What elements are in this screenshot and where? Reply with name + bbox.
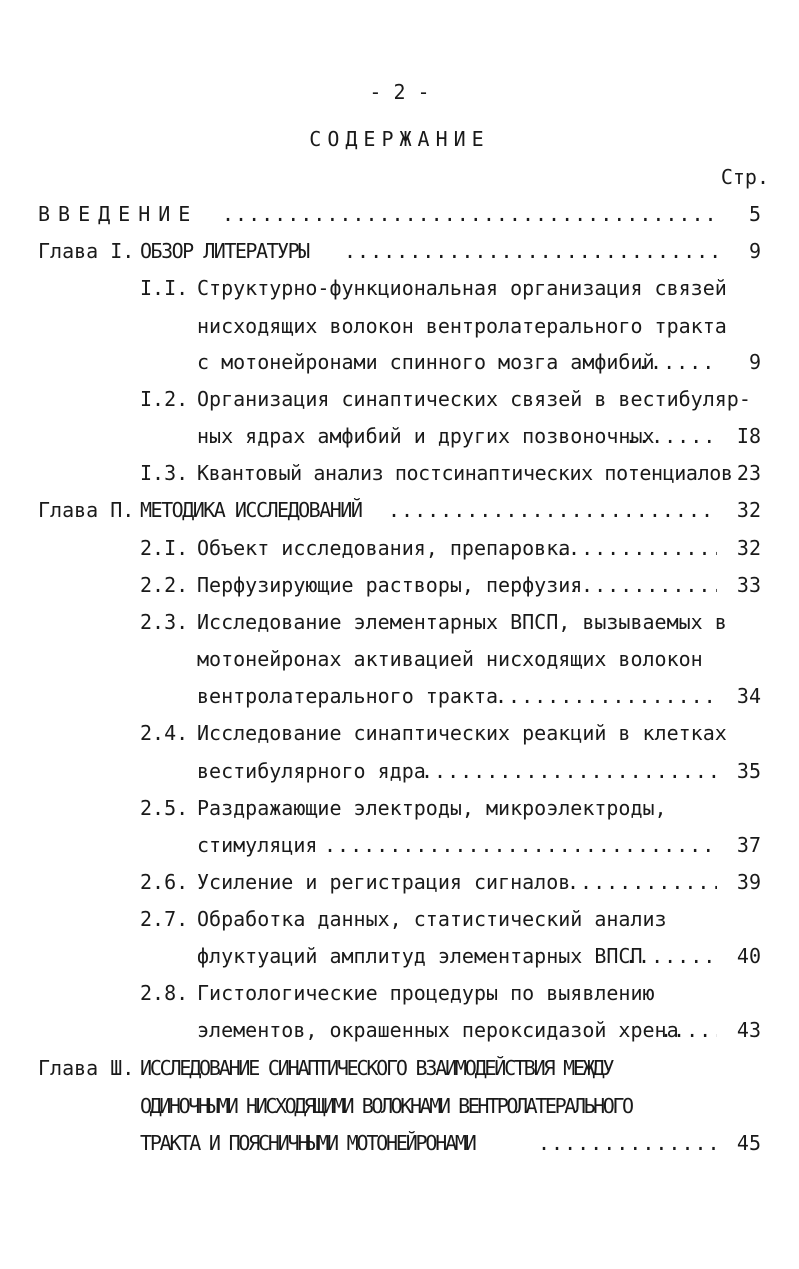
dot-leader (568, 573, 717, 597)
dot-leader (660, 1018, 717, 1042)
dot-leader (344, 239, 717, 263)
toc-entry-title: Гистологические процедуры по выявлению (197, 981, 655, 1005)
dot-leader (421, 759, 717, 783)
toc-entry-title: вестибулярного ядра (197, 759, 426, 783)
toc-entry-2-6[interactable] (0, 870, 799, 896)
toc-entry-page: 35 (736, 759, 761, 783)
toc-entry-page: 33 (736, 573, 761, 597)
toc-entry-title: ОБЗОР ЛИТЕРАТУРЫ (140, 239, 309, 263)
toc-entry-continuation (0, 1094, 799, 1120)
toc-entry-2-3[interactable] (0, 610, 799, 636)
page-number: - 2 - (369, 80, 430, 104)
toc-entry-number: 2.5. (140, 796, 189, 820)
toc-entry-title: ОДИНОЧНЫМИ НИСХОДЯЩИМИ ВОЛОКНАМИ ВЕНТРОЛАТЕРАЛЬНОГО (140, 1094, 632, 1118)
toc-entry-title: Раздражающие электроды, микроэлектроды, (197, 796, 667, 820)
toc-entry-continuation[interactable] (0, 1018, 799, 1044)
dot-leader (625, 424, 717, 448)
toc-entry-title: Исследование элементарных ВПСП, вызываемых в (197, 610, 727, 634)
toc-entry-page: 39 (736, 870, 761, 894)
dot-leader (495, 684, 717, 708)
toc-entry-continuation[interactable] (0, 684, 799, 710)
toc-entry-number: 2.7. (140, 907, 189, 931)
toc-entry-continuation (0, 314, 799, 340)
toc-entry-page: 40 (736, 944, 761, 968)
toc-entry-1-3[interactable] (0, 461, 799, 487)
toc-entry-page: 32 (736, 536, 761, 560)
toc-entry-title: с мотонейронами спинного мозга амфибий (197, 350, 655, 374)
toc-entry-title: Перфузирующие растворы, перфузия (197, 573, 583, 597)
toc-entry-title: стимуляция (197, 833, 318, 857)
dot-leader (555, 536, 717, 560)
toc-entry-page: I8 (736, 424, 761, 448)
toc-entry-continuation[interactable] (0, 944, 799, 970)
toc-entry-page: 37 (736, 833, 761, 857)
toc-entry-1-1[interactable] (0, 276, 799, 302)
toc-entry-2-5[interactable] (0, 796, 799, 822)
toc-entry-continuation (0, 647, 799, 673)
toc-entry-title: Объект исследования, препаровка (197, 536, 571, 560)
toc-entry-title: Усиление и регистрация сигналов (197, 870, 571, 894)
toc-entry-chapter-3[interactable] (0, 1056, 799, 1082)
toc-entry-title: ВВЕДЕНИЕ (38, 202, 199, 226)
toc-entry-page: 9 (748, 350, 761, 374)
toc-entry-page: 9 (748, 239, 761, 263)
toc-entry-page: 34 (736, 684, 761, 708)
toc-entry-number: Глава П. (38, 498, 135, 522)
dot-leader (388, 498, 717, 522)
dot-leader (567, 870, 717, 894)
toc-entry-page: 45 (736, 1131, 761, 1155)
page-column-label: Стр. (720, 165, 769, 189)
toc-entry-page: 43 (736, 1018, 761, 1042)
toc-entry-number: 2.6. (140, 870, 189, 894)
toc-entry-title: МЕТОДИКА ИССЛЕДОВАНИЙ (140, 498, 362, 522)
dot-leader (538, 1131, 717, 1155)
dot-leader (324, 833, 717, 857)
toc-entry-2-7[interactable] (0, 907, 799, 933)
toc-entry-page: 5 (748, 202, 761, 226)
toc-entry-number: I.I. (140, 276, 189, 300)
toc-entry-title: мотонейронах активацией нисходящих волокон (197, 647, 703, 671)
toc-entry-title: ных ядрах амфибий и других позвоночных (197, 424, 655, 448)
toc-entry-continuation[interactable] (0, 424, 799, 450)
toc-entry-title: ТРАКТА И ПОЯСНИЧНЫМИ МОТОНЕЙРОНАМИ (140, 1131, 475, 1155)
toc-entry-title: флуктуаций амплитуд элементарных ВПСП (197, 944, 643, 968)
toc-entry-1-2[interactable] (0, 387, 799, 413)
toc-entry-title: Структурно-функциональная организация связей (197, 276, 727, 300)
dot-leader (222, 202, 717, 226)
toc-entry-number: 2.4. (140, 721, 189, 745)
toc-entry-chapter-2[interactable] (0, 498, 799, 524)
toc-entry-title: вентролатерального тракта (197, 684, 499, 708)
toc-entry-continuation[interactable] (0, 350, 799, 376)
toc-entry-2-2[interactable] (0, 573, 799, 599)
toc-entry-2-4[interactable] (0, 721, 799, 747)
toc-entry-title: Исследование синаптических реакций в клетках (197, 721, 727, 745)
toc-entry-number: Глава I. (38, 239, 135, 263)
toc-entry-title: элементов, окрашенных пероксидазой хрена (197, 1018, 679, 1042)
toc-title: СОДЕРЖАНИЕ (309, 127, 490, 151)
toc-entry-title: Квантовый анализ постсинаптических потенциалов (197, 461, 733, 485)
toc-entry-number: 2.I. (140, 536, 189, 560)
toc-entry-continuation[interactable] (0, 759, 799, 785)
toc-entry-2-1[interactable] (0, 536, 799, 562)
toc-entry-page: 32 (736, 498, 761, 522)
toc-entry-chapter-1[interactable] (0, 239, 799, 265)
toc-entry-introduction[interactable] (0, 202, 799, 228)
toc-entry-page: 23 (736, 461, 761, 485)
toc-entry-number: I.2. (140, 387, 189, 411)
dot-leader (637, 350, 717, 374)
toc-entry-continuation[interactable] (0, 833, 799, 859)
toc-entry-continuation[interactable] (0, 1131, 799, 1157)
toc-entry-title: ИССЛЕДОВАНИЕ СИНАПТИЧЕСКОГО ВЗАИМОДЕЙСТВИЯ МЕЖДУ (140, 1056, 613, 1080)
toc-entry-number: 2.8. (140, 981, 189, 1005)
toc-entry-number: I.3. (140, 461, 189, 485)
toc-entry-title: Организация синаптических связей в вестибуляр- (197, 387, 751, 411)
toc-entry-number: 2.2. (140, 573, 189, 597)
toc-entry-number: 2.3. (140, 610, 189, 634)
dot-leader (625, 944, 717, 968)
toc-entry-title: нисходящих волокон вентролатерального тракта (197, 314, 727, 338)
toc-entry-2-8[interactable] (0, 981, 799, 1007)
toc-entry-number: Глава Ш. (38, 1056, 135, 1080)
toc-entry-title: Обработка данных, статистический анализ (197, 907, 667, 931)
